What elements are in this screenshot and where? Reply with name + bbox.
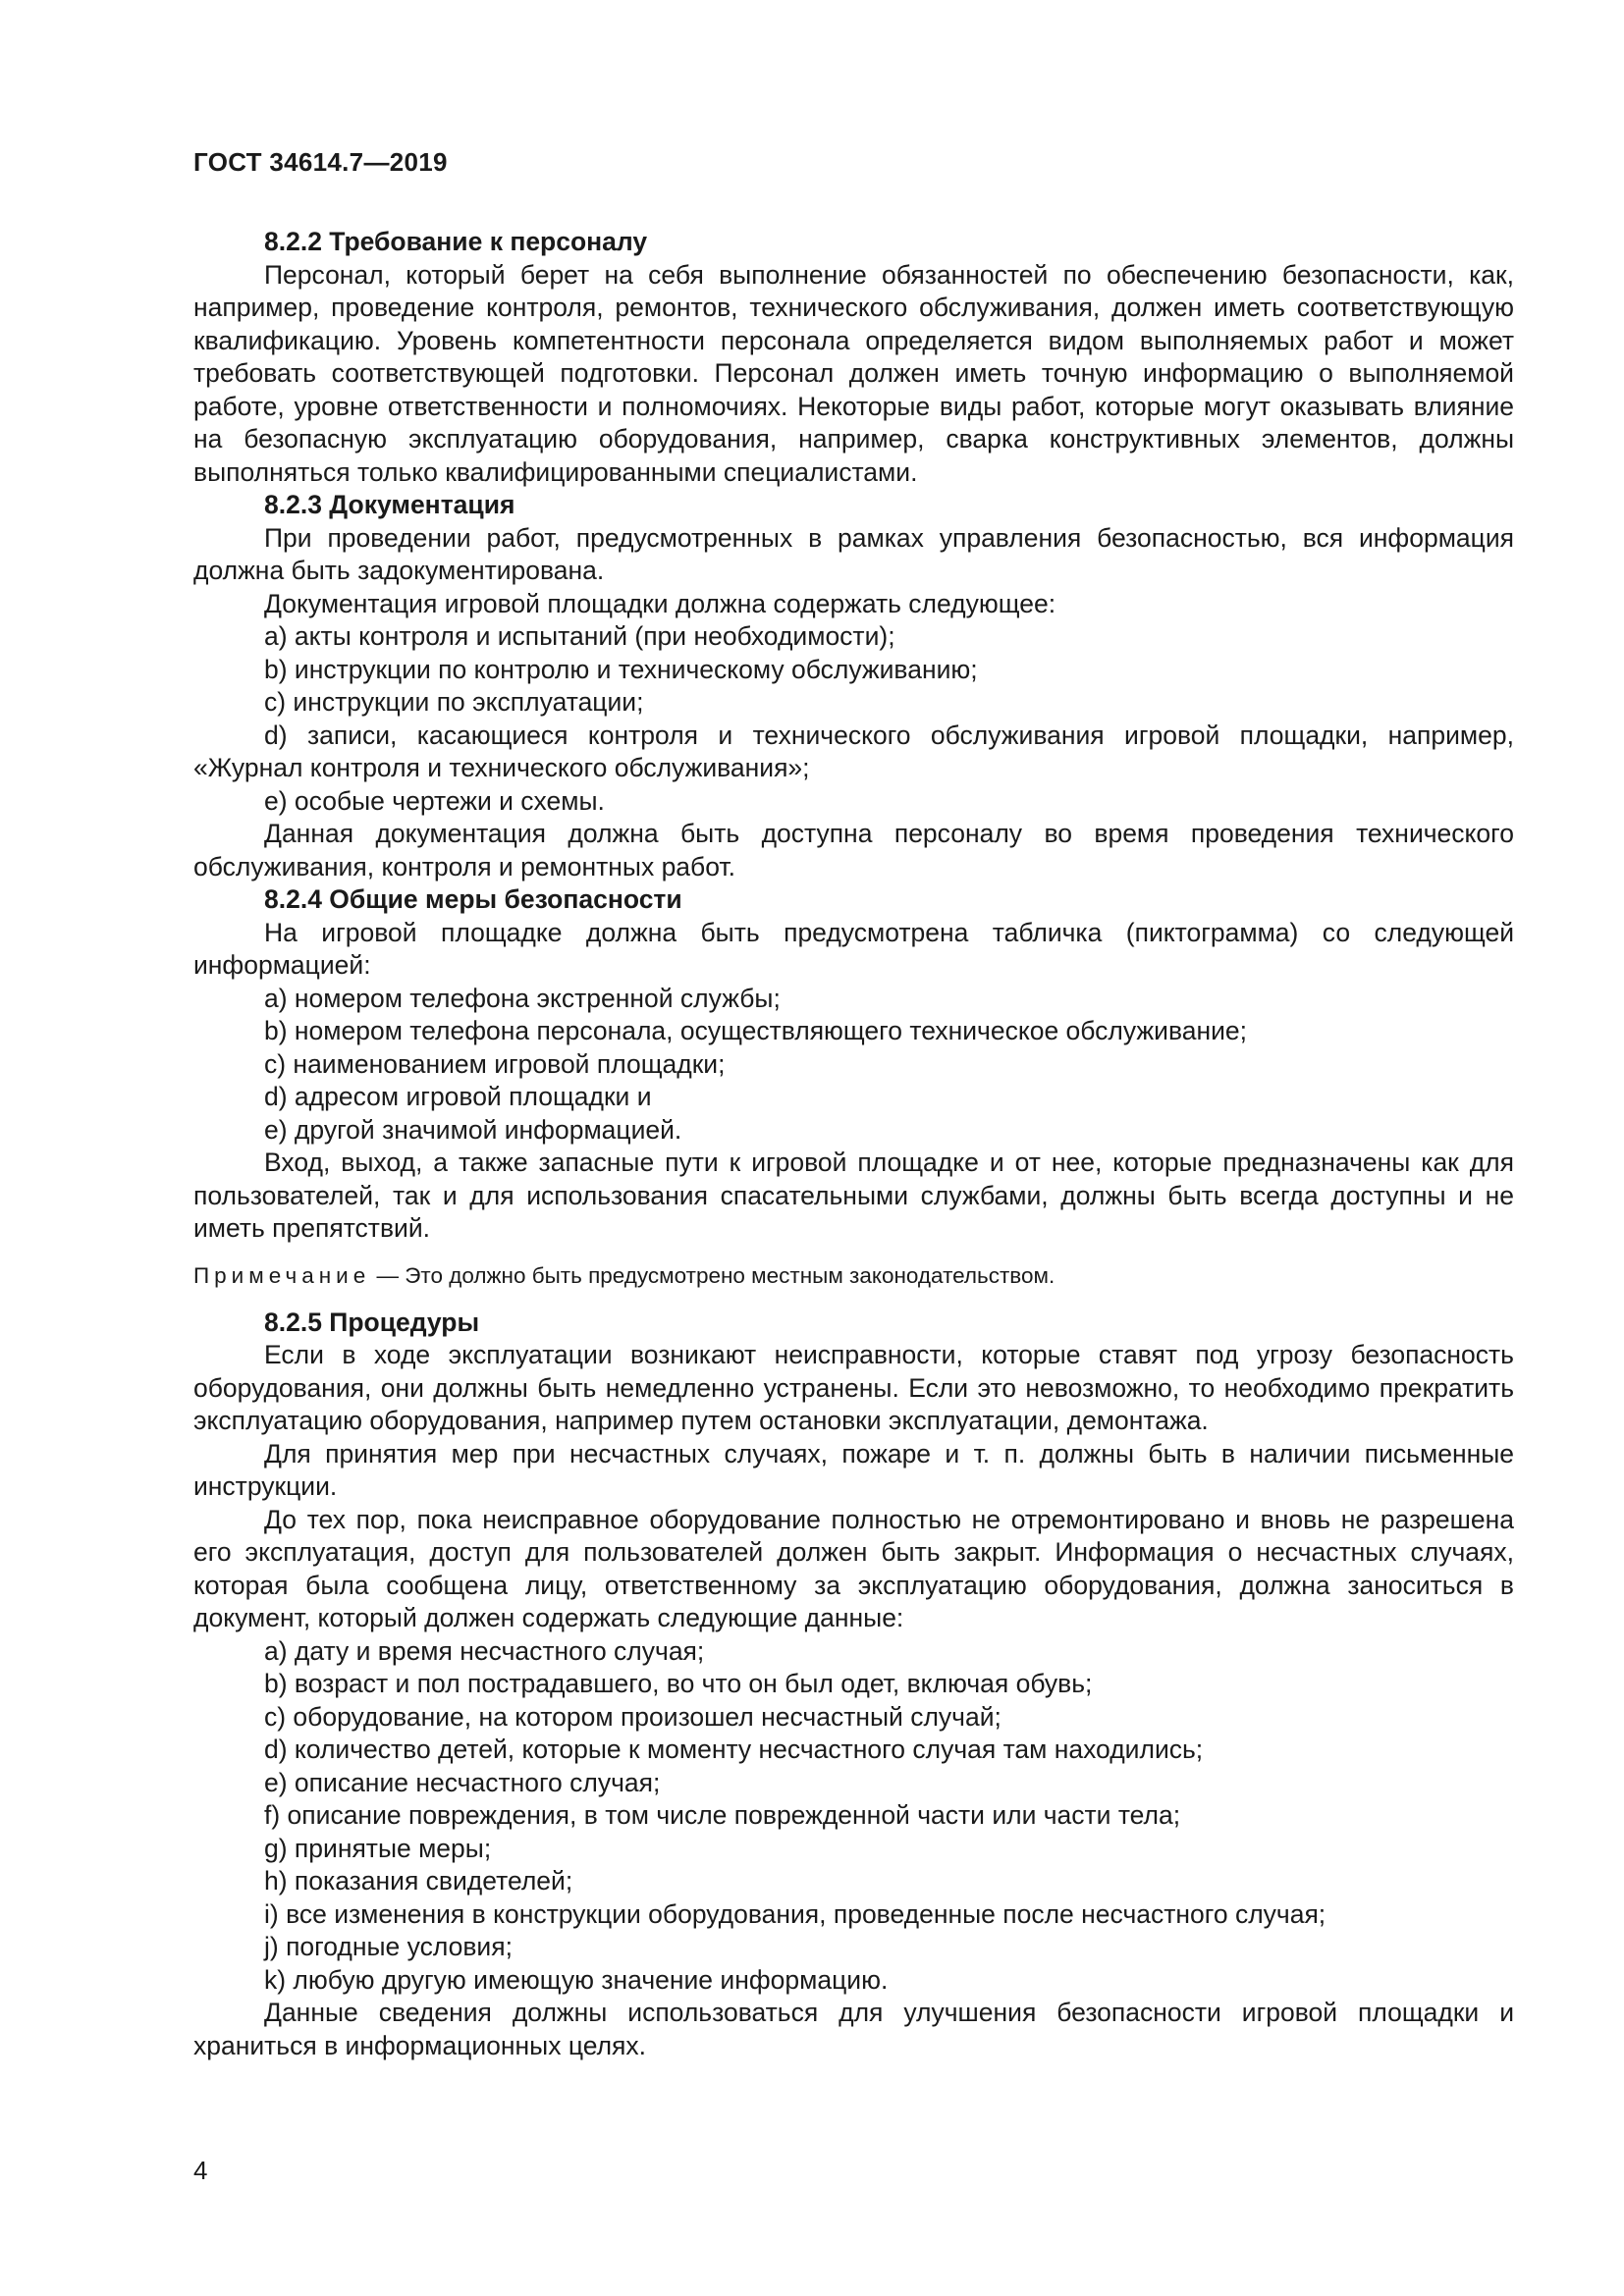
document-body <box>193 226 1514 2062</box>
paragraph: Данная документация должна быть доступна персоналу во время проведения технического обслуживания, контроля и ремонтных работ. <box>193 819 1514 881</box>
section-heading-8-2-5: 8.2.5 Процедуры <box>264 1307 480 1337</box>
list-item: a) дату и время несчастного случая; <box>264 1635 705 1666</box>
note-label: Примечание <box>193 1262 371 1288</box>
paragraph: Персонал, который берет на себя выполнение обязанностей по обеспечению безопасности, как, например, проведение контроля, ремонтов, технического обслуживания, должен иметь соответствующую квалификацию. Уровень компетентности персонала определяется видом выполняемых работ и может требовать соответствующей подготовки. Персонал должен иметь точную информацию о выполняемой работе, уровне ответственности и полномочиях. Некоторые виды работ, которые могут оказывать влияние на безопасную эксплуатацию оборудования, например, сварка конструктивных элементов, должны выполняться только квалифицированными специалистами. <box>193 259 1514 487</box>
paragraph: До тех пор, пока неисправное оборудование полностью не отремонтировано и вновь не разрешена его эксплуатация, доступ для пользователей должен быть закрыт. Информация о несчастных случаях, которая была сообщена лицу, ответственному за эксплуатацию оборудования, должна заноситься в документ, который должен содержать следующие данные: <box>193 1504 1514 1632</box>
list-item: a) акты контроля и испытаний (при необходимости); <box>264 621 895 651</box>
paragraph: Если в ходе эксплуатации возникают неисправности, которые ставят под угрозу безопасность оборудования, они должны быть немедленно устранены. Если это невозможно, то необходимо прекратить эксплуатацию оборудования, например путем остановки эксплуатации, демонтажа. <box>193 1340 1514 1435</box>
paragraph: Документация игровой площадки должна содержать следующее: <box>264 588 1056 618</box>
list-item: d) адресом игровой площадки и <box>264 1082 652 1111</box>
list-item: j) погодные условия; <box>264 1932 513 1961</box>
paragraph: Данные сведения должны использоваться для улучшения безопасности игровой площадки и храниться в информационных целях. <box>193 1998 1514 2060</box>
paragraph: На игровой площадке должна быть предусмотрена табличка (пиктограмма) со следующей информацией: <box>193 917 1514 980</box>
list-item: a) номером телефона экстренной службы; <box>264 983 781 1013</box>
list-item: b) инструкции по контролю и техническому обслуживанию; <box>264 654 978 684</box>
paragraph: При проведении работ, предусмотренных в рамках управления безопасностью, вся информация должна быть задокументирована. <box>193 522 1514 585</box>
paragraph: Для принятия мер при несчастных случаях, пожаре и т. п. должны быть в наличии письменные инструкции. <box>193 1438 1514 1501</box>
list-item: k) любую другую имеющую значение информацию. <box>264 1964 889 1995</box>
note <box>193 1261 1514 1291</box>
list-item: g) принятые меры; <box>264 1833 492 1863</box>
list-item: c) инструкции по эксплуатации; <box>264 687 644 717</box>
list-item: d) записи, касающиеся контроля и технического обслуживания игровой площадки, например, «Журнал контроля и технического обслуживания»; <box>193 720 1514 782</box>
list-item: c) оборудование, на котором произошел несчастный случай; <box>264 1701 1001 1732</box>
list-item: b) номером телефона персонала, осуществляющего техническое обслуживание; <box>264 1016 1248 1045</box>
list-item: c) наименованием игровой площадки; <box>264 1048 726 1079</box>
section-heading-8-2-4: 8.2.4 Общие меры безопасности <box>264 884 682 914</box>
list-item: e) описание несчастного случая; <box>264 1767 661 1797</box>
list-item: d) количество детей, которые к моменту несчастного случая там находились; <box>264 1735 1204 1764</box>
note-text: — Это должно быть предусмотрено местным законодательством. <box>370 1262 1056 1288</box>
list-item: b) возраст и пол пострадавшего, во что он был одет, включая обувь; <box>264 1669 1093 1698</box>
list-item: e) другой значимой информацией. <box>264 1114 682 1145</box>
list-item: f) описание повреждения, в том числе поврежденной части или части тела; <box>264 1800 1181 1830</box>
paragraph: Вход, выход, а также запасные пути к игровой площадке и от нее, которые предназначены как для пользователей, так и для использования спасательными службами, должны быть всегда доступны и не иметь препятствий. <box>193 1148 1514 1243</box>
section-heading-8-2-2: 8.2.2 Требование к персоналу <box>264 227 648 256</box>
section-heading-8-2-3: 8.2.3 Документация <box>264 490 515 519</box>
page-number: 4 <box>193 2156 208 2185</box>
list-item: e) особые чертежи и схемы. <box>264 785 605 816</box>
standard-designation: ГОСТ 34614.7—2019 <box>193 147 448 177</box>
list-item: i) все изменения в конструкции оборудования, проведенные после несчастного случая; <box>264 1898 1326 1929</box>
list-item: h) показания свидетелей; <box>264 1866 573 1896</box>
